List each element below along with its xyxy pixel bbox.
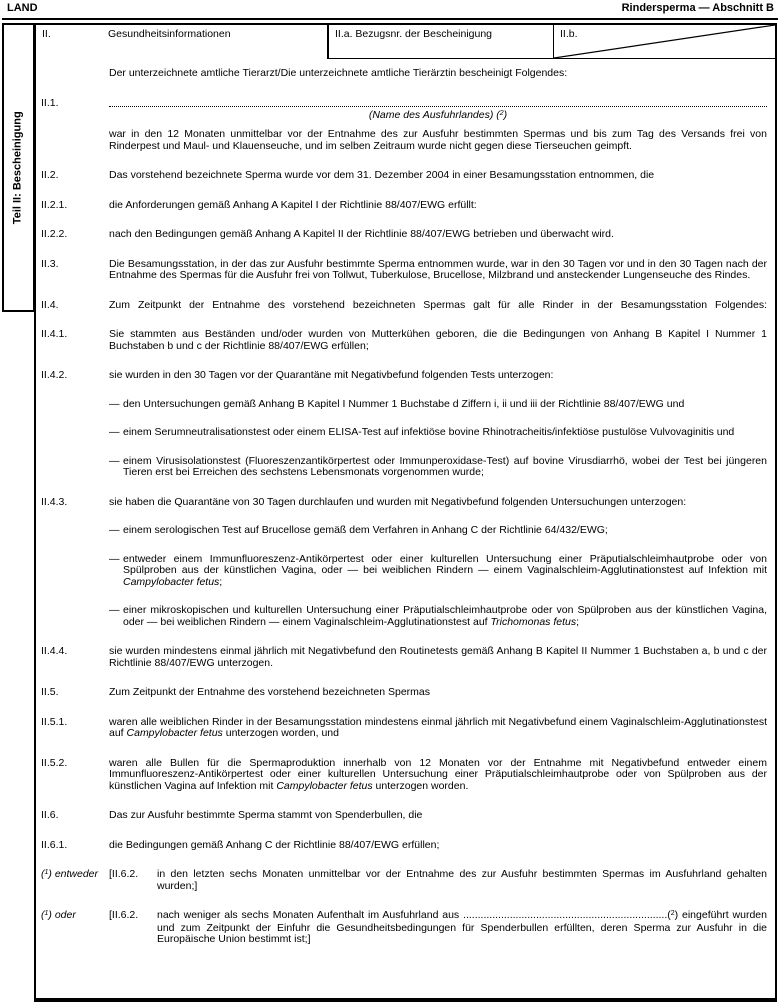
item-number: II.6.1.	[41, 838, 68, 851]
item-text	[109, 370, 767, 479]
item-text: Das zur Ausfuhr bestimmte Sperma stammt von Spenderbullen, die	[109, 809, 423, 821]
dash-mark: —	[109, 552, 120, 565]
dash-text: entweder einem Immunfluoreszenz-Antikörpertest oder einer kulturellen Untersuchung einer Präputialschleimhautprobe oder von Spülproben aus der künstlichen Vagina, oder — bei weiblichen Rindern — einem Vaginalschleim-Agglutinationstest auf Infektion mit Campylobacter fetus;	[123, 552, 767, 588]
item-text: Die Besamungsstation, in der das zur Ausfuhr bestimmte Sperma entnommen wurde, war in den 30 Tagen vor und in den 30 Tagen nach der Entnahme des Spermas für die Ausfuhr frei von Tollwut, Tuberkulose, Brucellose, Milzbrand und ansteckender Lungenseuche des Rindes.	[109, 257, 767, 281]
item-number: II.2.1.	[41, 198, 68, 211]
item-ii-2-2	[41, 229, 767, 241]
item-number: ($^1$) oder	[41, 909, 76, 921]
item-number: II.4.1.	[41, 328, 68, 340]
exporting-country-blank-field[interactable]	[109, 98, 767, 107]
item-text: waren alle weiblichen Rinder in der Besamungsstation mindestens einmal jährlich mit Negativbefund einem Vaginalschleim-Agglutinationstest auf Campylobacter fetus unterzogen worden, und	[109, 715, 767, 739]
item-paragraph: war in den 12 Monaten unmittelbar vor der Entnahme des zur Ausfuhr bestimmten Spermas und bis zum Tag des Versands frei von Rinderpest und Maul- und Klauenseuche, und im selben Zeitraum wurde nicht gegen diese Tierseuchen geimpft.	[109, 128, 767, 152]
part-ii-sidebar-label: Teil II: Bescheinigung	[11, 111, 24, 224]
item-ii-6-1	[41, 840, 767, 852]
dash-text: einer mikroskopischen und kulturellen Untersuchung einer Präputialschleimhautprobe oder von Spülproben aus der künstlichen Vagina, oder — bei weiblichen Rindern — einem Vaginalschleim-Agglutinationstest auf Trichomonas fetus;	[123, 604, 767, 628]
item-ii-5-1	[41, 717, 767, 740]
dash-list-item	[109, 525, 767, 537]
item-ii-4	[41, 300, 767, 312]
table-header-row	[36, 25, 775, 59]
certificate-body	[36, 68, 775, 946]
header-ii-number: II.	[42, 28, 51, 40]
dash-mark: —	[109, 604, 120, 616]
bracketed-option	[109, 910, 767, 946]
dash-text: einem Serumneutralisationstest oder einem ELISA-Test auf infektiöse bovine Rhinotracheitis/infektiöse pustulöse Vulvovaginitis und	[123, 426, 735, 438]
item-text	[109, 497, 767, 629]
item-number: II.4.3.	[41, 495, 68, 508]
dash-list-item	[109, 554, 767, 589]
item-text: Sie stammten aus Beständen und/oder wurden von Mutterkühen geboren, die die Bedingungen von Anhang B Kapitel I Nummer 1 Buchstaben b und c der Richtlinie 88/407/EWG erfüllen;	[109, 328, 767, 352]
dash-list-item	[109, 605, 767, 628]
bracketed-option	[109, 869, 767, 892]
item-number: II.2.2.	[41, 228, 68, 240]
diagonal-strike-line	[554, 25, 775, 58]
certificate-table	[34, 23, 777, 1002]
item-number: II.6.	[41, 809, 59, 821]
header-iib-label: II.b.	[560, 28, 578, 40]
item-text: Zum Zeitpunkt der Entnahme des vorstehend bezeichneten Spermas galt für alle Rinder in der Besamungsstation Folgendes:	[109, 298, 767, 311]
item-ii-1	[41, 98, 767, 153]
inner-item-text: in den letzten sechs Monaten unmittelbar vor der Entnahme des zur Ausfuhr bestimmten Spermas im Ausfuhrland gehalten wurden;]	[157, 868, 767, 892]
header-ii-title: Gesundheitsinformationen	[108, 28, 231, 40]
dash-list-item	[109, 427, 767, 439]
item-ii-5	[41, 687, 767, 699]
dash-mark: —	[109, 524, 120, 536]
header-divider-line	[2, 18, 778, 20]
inner-item-number: [II.6.2.	[109, 909, 139, 921]
inner-item-text: nach weniger als sechs Monaten Aufenthalt im Ausfuhrland aus ......................................................................($^2$) eingeführt wurden und zum Zeitpunkt der Einfuhr die Gesundheitsbedingungen für Spenderbullen erfüllten, deren Sperma zur Ausfuhr in die Europäische Union bestimmt ist;]	[157, 909, 767, 945]
item-ii-4-3	[41, 497, 767, 629]
item-text	[109, 98, 767, 153]
item-text	[109, 910, 767, 946]
item-number: II.5.	[41, 686, 59, 698]
inner-item-number: [II.6.2.	[109, 868, 139, 880]
header-iia-title: II.a. Bezugsnr. der Bescheinigung	[335, 28, 493, 40]
item-text: Das vorstehend bezeichnete Sperma wurde vor dem 31. Dezember 2004 in einer Besamungsstation entnommen, die	[109, 169, 655, 181]
item-ii-2-1	[41, 200, 767, 212]
part-ii-sidebar	[2, 23, 35, 312]
dash-list-item	[109, 456, 767, 479]
item-text: die Anforderungen gemäß Anhang A Kapitel I der Richtlinie 88/407/EWG erfüllt:	[109, 198, 477, 211]
dash-text: einem Virusisolationstest (Fluoreszenzantikörpertest oder Immunperoxidase-Test) auf bovine Virusdiarrhö, wobei der Test bei jüngeren Tieren erst bei Erreichen des sechstens Lebensmonats vorgenommen wurde;	[123, 454, 767, 478]
item-number: II.4.2.	[41, 369, 68, 381]
item-lead-text: sie wurden in den 30 Tagen vor der Quarantäne mit Negativbefund folgenden Tests unterzogen:	[109, 369, 554, 381]
item-text: waren alle Bullen für die Spermaproduktion innerhalb von 12 Monaten vor der Entnahme mit Negativbefund entweder einem Immunfluoreszenz-Antikörpertest oder einer kulturellen Untersuchung einer Präputialschleimhautprobe oder von Spülproben aus der künstlichen Vagina auf Infektion mit Campylobacter fetus unterzogen worden.	[109, 756, 767, 792]
item-number: II.4.	[41, 298, 59, 311]
item-number: II.2.	[41, 169, 59, 181]
item-ii-6-2-entweder	[41, 869, 767, 892]
dash-text: einem serologischen Test auf Brucellose gemäß dem Verfahren in Anhang C der Richtlinie 64/432/EWG;	[123, 524, 608, 536]
item-text	[109, 869, 767, 892]
intro-statement: Der unterzeichnete amtliche Tierarzt/Die unterzeichnete amtliche Tierärztin bescheinigt Folgendes:	[109, 67, 568, 79]
item-ii-5-2	[41, 758, 767, 793]
item-ii-4-2	[41, 370, 767, 479]
item-number: II.5.2.	[41, 756, 68, 769]
item-number: II.3.	[41, 257, 59, 270]
document-title: Rindersperma — Abschnitt B	[621, 2, 774, 14]
item-lead-text: sie haben die Quarantäne von 30 Tagen durchlaufen und wurden mit Negativbefund folgenden Untersuchungen unterzogen:	[109, 495, 687, 508]
item-text: nach den Bedingungen gemäß Anhang A Kapitel II der Richtlinie 88/407/EWG betrieben und überwacht wird.	[109, 228, 614, 240]
dash-list-item	[109, 399, 767, 411]
dash-mark: —	[109, 426, 120, 438]
item-number: II.5.1.	[41, 715, 68, 728]
header-cell-health-information	[36, 25, 327, 59]
item-text: die Bedingungen gemäß Anhang C der Richtlinie 88/407/EWG erfüllen;	[109, 838, 440, 851]
item-text: Zum Zeitpunkt der Entnahme des vorstehend bezeichneten Spermas	[109, 686, 431, 698]
item-ii-4-4	[41, 646, 767, 669]
dash-text: den Untersuchungen gemäß Anhang B Kapitel I Nummer 1 Buchstabe d Ziffern i, ii und iii der Richtlinie 88/407/EWG und	[123, 397, 685, 410]
item-ii-6	[41, 810, 767, 822]
exporting-country-caption: (Name des Ausfuhrlandes) ($^2$)	[368, 108, 508, 121]
header-cell-certificate-reference	[327, 25, 553, 59]
item-number: ($^1$) entweder	[41, 868, 99, 880]
item-number: II.4.4.	[41, 645, 68, 657]
item-ii-2	[41, 170, 767, 182]
header-cell-iib	[553, 25, 775, 59]
item-text: sie wurden mindestens einmal jährlich mit Negativbefund den Routinetests gemäß Anhang B Kapitel II Nummer 1 Buchstaben a, b und c der Richtlinie 88/407/EWG unterzogen.	[109, 645, 767, 669]
item-ii-6-2-oder	[41, 910, 767, 946]
country-label: LAND	[7, 2, 38, 14]
dash-mark: —	[109, 454, 120, 467]
item-number: II.1.	[41, 96, 59, 109]
dash-mark: —	[109, 397, 120, 410]
page-top-header	[7, 3, 774, 15]
item-ii-3	[41, 259, 767, 282]
item-ii-4-1	[41, 329, 767, 352]
